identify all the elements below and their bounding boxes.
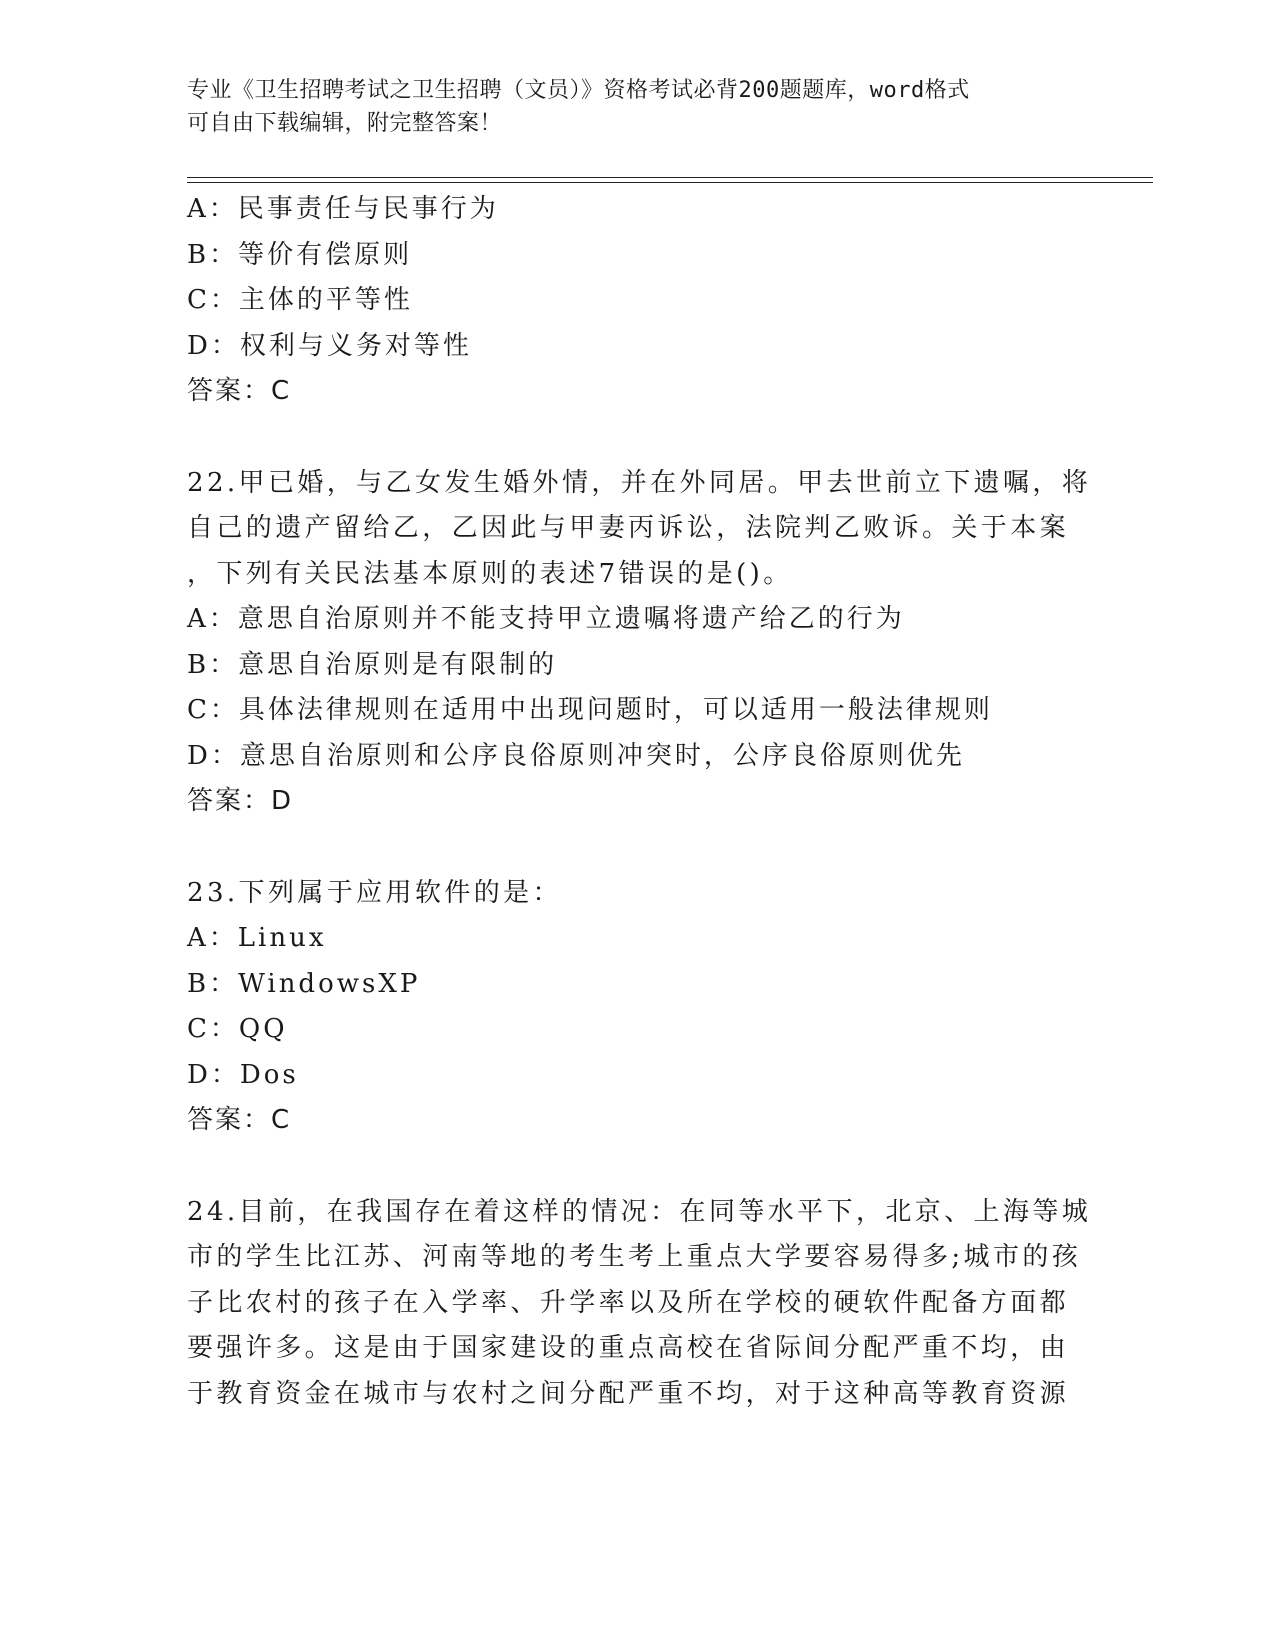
option-b: B：等价有偿原则 (187, 239, 413, 270)
option-a: A：意思自治原则并不能支持甲立遗嘱将遗产给乙的行为 (187, 604, 905, 634)
question-stem-line: 24.目前，在我国存在着这样的情况：在同等水平下，北京、上海等城 (187, 1196, 1092, 1227)
header-rule-top (187, 177, 1153, 178)
header-line-1: 专业《卫生招聘考试之卫生招聘（文员）》资格考试必背200题题库，word格式 (187, 78, 970, 103)
question-stem-line: 子比农村的孩子在入学率、升学率以及所在学校的硬软件配备方面都 (187, 1287, 1070, 1318)
page-header (187, 74, 1067, 140)
question-stem-line: 要强许多。这是由于国家建设的重点高校在省际间分配严重不均，由 (187, 1333, 1070, 1363)
spacer (187, 1144, 1087, 1190)
option-d: D：意思自治原则和公序良俗原则冲突时，公序良俗原则优先 (187, 740, 965, 771)
header-line-2: 可自由下载编辑，附完整答案！ (187, 111, 503, 136)
question-stem-line: 于教育资金在城市与农村之间分配严重不均，对于这种高等教育资源 (187, 1378, 1070, 1409)
question-stem-line: 22.甲已婚，与乙女发生婚外情，并在外同居。甲去世前立下遗嘱，将 (187, 467, 1092, 498)
option-c: C：主体的平等性 (187, 285, 413, 315)
option-c: C：具体法律规则在适用中出现问题时，可以适用一般法律规则 (187, 695, 993, 725)
spacer (187, 415, 1087, 461)
option-c: C：QQ (187, 1014, 288, 1044)
header-rule-bottom (187, 182, 1153, 183)
option-a: A：Linux (187, 923, 327, 953)
question-stem-line: 23.下列属于应用软件的是： (187, 877, 562, 908)
question-22 (187, 461, 1092, 825)
option-d: D：Dos (187, 1059, 299, 1090)
option-a: A：民事责任与民事行为 (187, 194, 499, 224)
question-stem-line: ，下列有关民法基本原则的表述7错误的是()。 (187, 558, 793, 589)
question-23 (187, 871, 1087, 1144)
question-stem-line: 市的学生比江苏、河南等地的考生考上重点大学要容易得多;城市的孩 (187, 1242, 1082, 1272)
answer: 答案：D (187, 786, 294, 816)
question-content (187, 187, 1092, 1417)
option-b: B：意思自治原则是有限制的 (187, 649, 558, 680)
spacer (187, 825, 1087, 871)
question-21 (187, 187, 1087, 415)
option-b: B：WindowsXP (187, 968, 421, 999)
question-24 (187, 1190, 1092, 1418)
question-stem-line: 自己的遗产留给乙，乙因此与甲妻丙诉讼，法院判乙败诉。关于本案 (187, 513, 1070, 543)
answer: 答案：C (187, 376, 292, 406)
option-d: D：权利与义务对等性 (187, 330, 472, 361)
answer: 答案：C (187, 1105, 292, 1135)
